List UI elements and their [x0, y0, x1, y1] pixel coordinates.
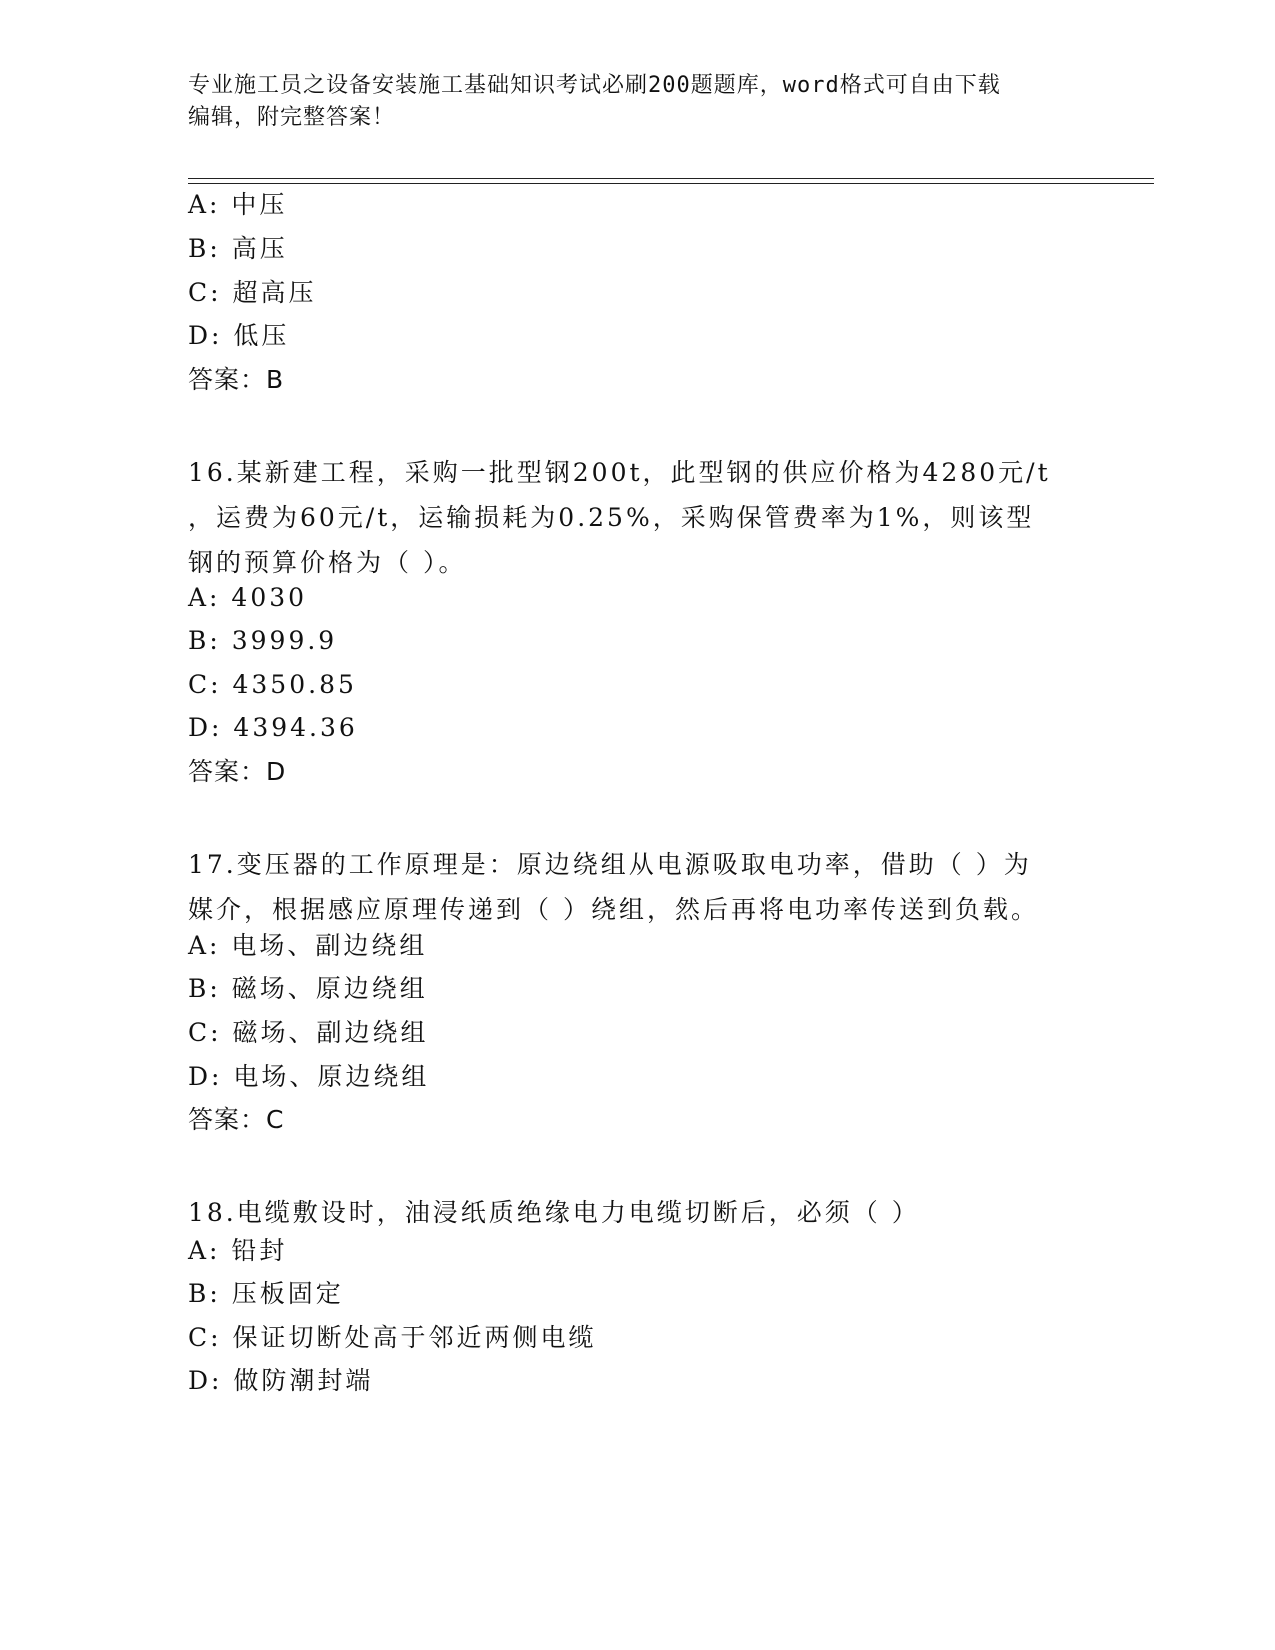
q16-answer: 答案：D: [188, 757, 287, 786]
header-divider-bottom: [188, 183, 1154, 184]
q16-line-2: ，运费为60元/t，运输损耗为0.25%，采购保管费率为1%，则该型: [188, 503, 1035, 532]
q16-option-c: C: 4350.85: [188, 670, 357, 699]
q17-line-1: 17.变压器的工作原理是：原边绕组从电源吸取电功率，借助（ ）为: [188, 850, 1032, 879]
q17-option-b: B: 磁场、原边绕组: [188, 974, 428, 1003]
document-header: [188, 70, 1088, 134]
q15-answer: 答案：B: [188, 365, 285, 394]
header-divider-top: [188, 178, 1154, 179]
q17-line-2: 媒介，根据感应原理传递到（ ）绕组，然后再将电功率传送到负载。: [188, 895, 1039, 924]
q15-option-d: D: 低压: [188, 321, 290, 350]
q18-option-b: B: 压板固定: [188, 1279, 344, 1308]
q18-option-d: D: 做防潮封端: [188, 1366, 374, 1395]
header-line-1: 专业施工员之设备安装施工基础知识考试必刷200题题库，word格式可自由下载: [188, 73, 1001, 98]
q17-answer: 答案：C: [188, 1105, 285, 1134]
header-line-2: 编辑，附完整答案！: [188, 105, 396, 130]
q16-line-3: 钢的预算价格为（ ）。: [188, 548, 467, 577]
q16-option-d: D: 4394.36: [188, 713, 358, 742]
q17-option-c: C: 磁场、副边绕组: [188, 1018, 429, 1047]
q16-question: [188, 450, 1068, 585]
q17-option-d: D: 电场、原边绕组: [188, 1062, 430, 1091]
q16-option-a: A: 4030: [188, 583, 308, 612]
q15-option-b: B: 高压: [188, 234, 288, 263]
q18-option-c: C: 保证切断处高于邻近两侧电缆: [188, 1323, 597, 1352]
q18-line-1: 18.电缆敷设时，油浸纸质绝缘电力电缆切断后，必须（ ）: [188, 1198, 920, 1227]
q17-option-a: A: 电场、副边绕组: [188, 931, 428, 960]
q18-option-a: A: 铅封: [188, 1236, 288, 1265]
q18-question: [188, 1190, 1068, 1235]
q16-line-1: 16.某新建工程，采购一批型钢200t，此型钢的供应价格为4280元/t: [188, 458, 1051, 487]
q15-option-a: A: 中压: [188, 190, 288, 219]
q17-question: [188, 842, 1068, 932]
q16-option-b: B: 3999.9: [188, 626, 338, 655]
q15-option-c: C: 超高压: [188, 278, 317, 307]
